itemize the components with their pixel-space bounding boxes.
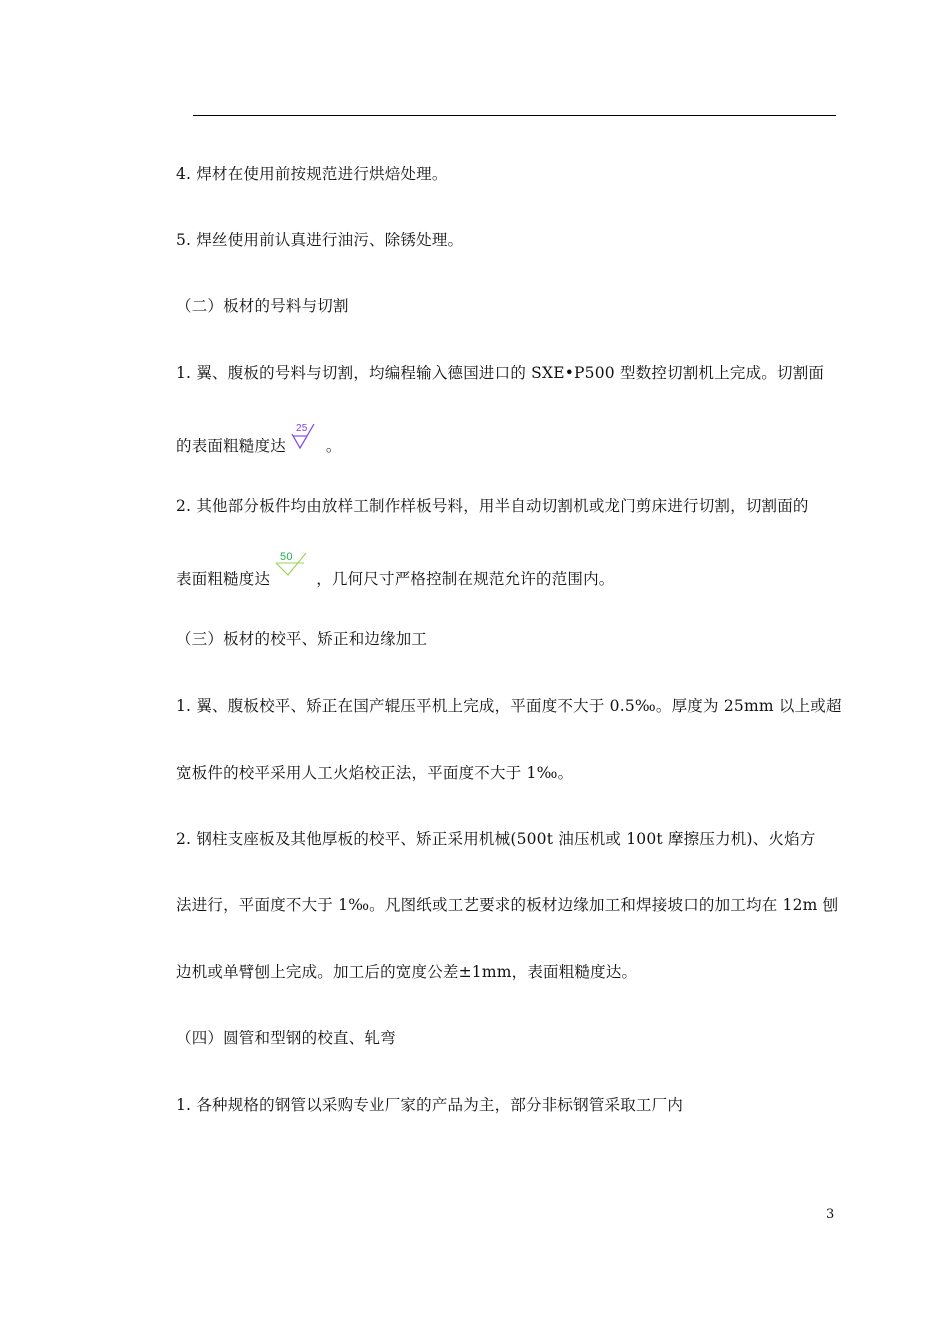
- roughness-prefix: 的表面粗糙度达: [176, 437, 286, 455]
- text-line: 边机或单臂刨上完成。加工后的宽度公差±1mm，表面粗糙度达。: [176, 963, 638, 981]
- text-line: 1. 各种规格的钢管以采购专业厂家的产品为主，部分非标钢管采取工厂内: [176, 1096, 684, 1114]
- text-line-with-roughness: [176, 551, 615, 589]
- section-heading: （三）板材的校平、矫正和边缘加工: [176, 630, 428, 648]
- roughness-symbol-25: [286, 423, 318, 456]
- text-line: 1. 翼、腹板校平、矫正在国产辊压平机上完成，平面度不大于 0.5‰。厚度为 25mm 以上或超: [176, 697, 842, 715]
- text-line: 5. 焊丝使用前认真进行油污、除锈处理。: [176, 231, 464, 249]
- text-line: 2. 其他部分板件均由放样工制作样板号料，用半自动切割机或龙门剪床进行切割，切割面的: [176, 497, 809, 515]
- section-heading: （四）圆管和型钢的校直、轧弯: [176, 1029, 396, 1047]
- roughness-prefix: 表面粗糙度达: [176, 570, 271, 588]
- text-line: 4. 焊材在使用前按规范进行烘焙处理。: [176, 165, 448, 183]
- roughness-symbol-50: [270, 551, 314, 589]
- text-line: 2. 钢柱支座板及其他厚板的校平、矫正采用机械(500t 油压机或 100t 摩擦压力机)、火焰方: [176, 830, 816, 848]
- text-line-with-roughness: [176, 423, 342, 456]
- roughness-value: 25: [295, 423, 308, 434]
- roughness-suffix: 。: [325, 437, 342, 455]
- roughness-value: 50: [280, 551, 293, 563]
- section-heading: （二）板材的号料与切割: [176, 297, 349, 315]
- text-line: 宽板件的校平采用人工火焰校正法，平面度不大于 1‰。: [176, 764, 574, 782]
- text-line: 1. 翼、腹板的号料与切割，均编程输入德国进口的 SXE•P500 型数控切割机上完成。切割面: [176, 364, 825, 382]
- text-line: 法进行，平面度不大于 1‰。凡图纸或工艺要求的板材边缘加工和焊接坡口的加工均在 12m 刨: [176, 896, 839, 914]
- roughness-suffix: ，几何尺寸严格控制在规范允许的范围内。: [316, 570, 615, 588]
- page-number: 3: [826, 1207, 835, 1222]
- header-rule: [193, 115, 836, 116]
